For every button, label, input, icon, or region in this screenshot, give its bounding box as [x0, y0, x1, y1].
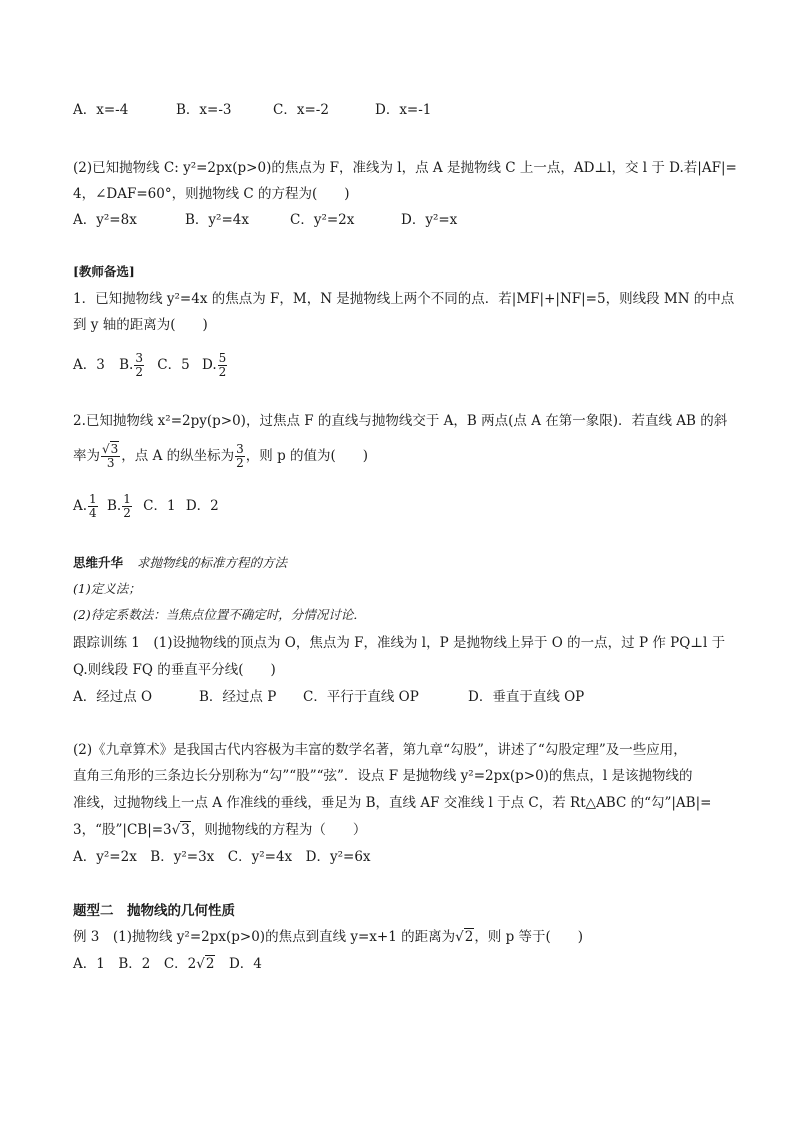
- example-3-options: A．1 B．2 C．2√2 D．4: [73, 956, 262, 972]
- practice-2-line-3: 准线，过抛物线上一点 A 作准线的垂线，垂足为 B，直线 AF 交准线 l 于点 C，若 Rt△ABC 的“勾”|AB|=: [73, 795, 712, 811]
- teacher-q1-line-2: 到 y 轴的距离为( ): [73, 317, 208, 333]
- option-b: B．x=-3: [176, 102, 232, 118]
- option-a: A．y²=8x: [73, 212, 137, 228]
- option-b: B．y²=4x: [185, 212, 249, 228]
- practice-2-line-1: (2)《九章算术》是我国古代内容极为丰富的数学名著，第九章“勾股”，讲述了“勾股定理”及一些应用，: [73, 742, 687, 758]
- thinking-title: 思维升华: [73, 555, 124, 570]
- sqrt: √2: [455, 929, 474, 945]
- option-b-label: B.: [119, 357, 134, 373]
- practice-1-line-2: Q.则线段 FQ 的垂直平分线( ): [73, 662, 276, 678]
- teacher-q2-line-2: 率为 $\frac{√3}{3}$ ，点 A 的纵坐标为 $\frac{3}{2}$ ，则 p 的值为( ): [73, 442, 369, 470]
- teacher-q2-line-1: 2.已知抛物线 x²=2py(p>0)，过焦点 F 的直线与抛物线交于 A，B 两点(点 A 在第一象限)．若直线 AB 的斜: [73, 413, 728, 429]
- option-c: C．5: [157, 357, 190, 373]
- teacher-q1-options: [73, 352, 228, 379]
- teacher-extra-header: [教师备选]: [73, 264, 135, 279]
- question-2-line-2: 4，∠DAF=60°，则抛物线 C 的方程为( ): [73, 186, 350, 202]
- fraction: $\frac{1}{2}$: [123, 492, 131, 520]
- fraction: $\frac{1}{4}$: [89, 492, 97, 520]
- fraction: $\frac{5}{2}$: [218, 351, 227, 379]
- option-c: C．平行于直线 OP: [303, 689, 419, 705]
- thinking-heading: [73, 554, 287, 572]
- option-a: A．3: [73, 357, 105, 373]
- practice-2-line-4: 3，“股”|CB|=3√3，则抛物线的方程为（ ）: [73, 822, 367, 838]
- slope-fraction: $\frac{√3}{3}$: [102, 442, 119, 470]
- example-3-line: 例 3 (1)抛物线 y²=2px(p>0)的焦点到直线 y=x+1 的距离为√2，则 p 等于( ): [73, 929, 584, 945]
- fraction: $\frac{3}{2}$: [135, 351, 143, 379]
- option-c: C．y²=2x: [290, 212, 355, 228]
- option-a: A．经过点 O: [73, 689, 153, 705]
- section-title: 题型二 抛物线的几何性质: [73, 903, 235, 919]
- teacher-q2-options: [73, 493, 219, 520]
- option-d: D．2: [185, 498, 219, 514]
- practice-2-options: A．y²=2x B．y²=3x C．y²=4x D．y²=6x: [73, 849, 371, 865]
- sqrt: √3: [171, 822, 190, 838]
- question-2-line-1: (2)已知抛物线 C: y²=2px(p>0)的焦点为 F，准线为 l，点 A 是抛物线 C 上一点，AD⊥l，交 l 于 D.若|AF|=: [73, 160, 737, 176]
- teacher-q1-line-1: 1．已知抛物线 y²=4x 的焦点为 F，M，N 是抛物线上两个不同的点．若|MF|+|NF|=5，则线段 MN 的中点: [73, 291, 735, 307]
- option-d: D．垂直于直线 OP: [468, 689, 585, 705]
- practice-2-line-2: 直角三角形的三条边长分别称为“勾”“股”“弦”．设点 F 是抛物线 y²=2px(p>0)的焦点，l 是该抛物线的: [73, 768, 693, 784]
- practice-1-line-1: 跟踪训练 1 (1)设抛物线的顶点为 O，焦点为 F，准线为 l，P 是抛物线上异于 O 的一点，过 P 作 PQ⊥l 于: [73, 635, 726, 651]
- option-c: C．1: [143, 498, 176, 514]
- option-d-label: D.: [202, 357, 217, 373]
- option-c: C．x=-2: [273, 102, 329, 118]
- option-b: B．经过点 P: [199, 689, 277, 705]
- thinking-subtitle: 求抛物线的标准方程的方法: [137, 555, 288, 570]
- option-d: D．x=-1: [375, 102, 432, 118]
- thinking-item-2: (2)待定系数法：当焦点位置不确定时，分情况讨论．: [73, 607, 366, 622]
- option-b-label: B.: [106, 498, 122, 514]
- y-coordinate-fraction: $\frac{3}{2}$: [236, 442, 244, 470]
- option-a: A．x=-4: [73, 102, 129, 118]
- option-d: D．y²=x: [401, 212, 458, 228]
- thinking-item-1: (1)定义法；: [73, 581, 141, 596]
- sqrt: √2: [196, 956, 215, 972]
- option-a-label: A.: [73, 498, 88, 514]
